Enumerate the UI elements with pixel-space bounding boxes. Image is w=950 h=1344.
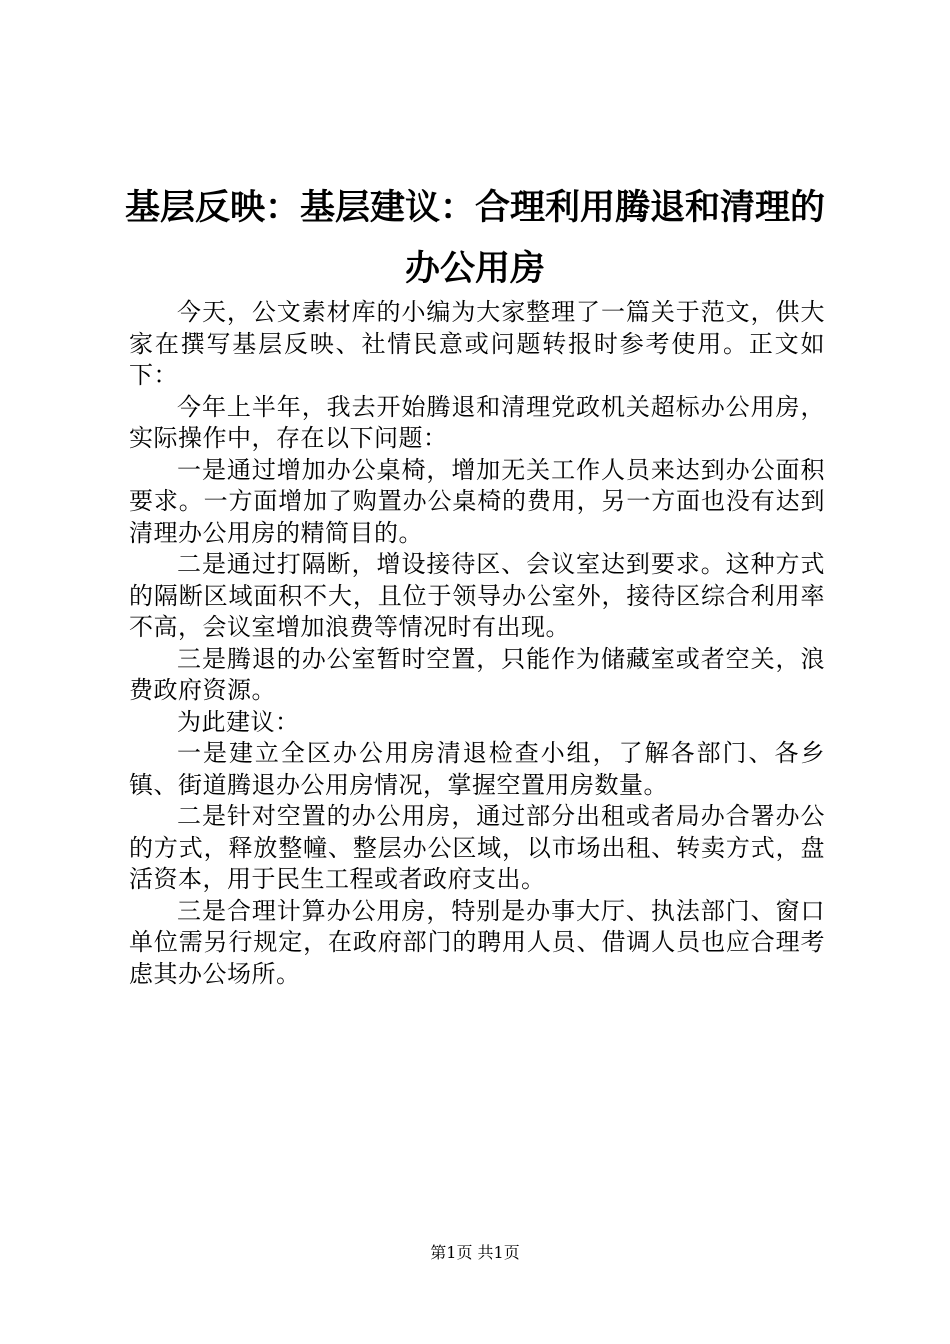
paragraph-suggestion-2: 二是针对空置的办公用房，通过部分出租或者局办合署办公的方式，释放整幢、整层办公区域，以市场出租、转卖方式，盘活资本，用于民生工程或者政府支出。 xyxy=(129,802,825,893)
paragraph-suggestion-3: 三是合理计算办公用房，特别是办事大厅、执法部门、窗口单位需另行规定，在政府部门的聘用人员、借调人员也应合理考虑其办公场所。 xyxy=(129,896,825,988)
paragraph-suggestion-1: 一是建立全区办公用房清退检查小组，了解各部门、各乡镇、街道腾退办公用房情况，掌握空置用房数量。 xyxy=(129,739,825,799)
paragraph-suggestions-heading: 为此建议： xyxy=(177,707,300,736)
paragraph-background: 今年上半年，我去开始腾退和清理党政机关超标办公用房，实际操作中，存在以下问题： xyxy=(129,392,825,452)
document-title-line-1: 基层反映：基层建议：合理利用腾退和清理的 xyxy=(124,188,825,228)
page-footer: 第1页 共1页 xyxy=(430,1243,520,1262)
paragraph-problem-1: 一是通过增加办公桌椅，增加无关工作人员来达到办公面积要求。一方面增加了购置办公桌椅的费用，另一方面也没有达到清理办公用房的精简目的。 xyxy=(129,455,825,547)
document-title-line-2: 办公用房 xyxy=(404,249,545,289)
paragraph-problem-2: 二是通过打隔断，增设接待区、会议室达到要求。这种方式的隔断区域面积不大，且位于领导办公室外，接待区综合利用率不高，会议室增加浪费等情况时有出现。 xyxy=(129,550,825,641)
document-body xyxy=(129,297,825,990)
paragraph-problem-3: 三是腾退的办公室暂时空置，只能作为储藏室或者空关，浪费政府资源。 xyxy=(129,644,825,704)
paragraph-intro: 今天，公文素材库的小编为大家整理了一篇关于范文，供大家在撰写基层反映、社情民意或问题转报时参考使用。正文如下： xyxy=(129,298,825,389)
